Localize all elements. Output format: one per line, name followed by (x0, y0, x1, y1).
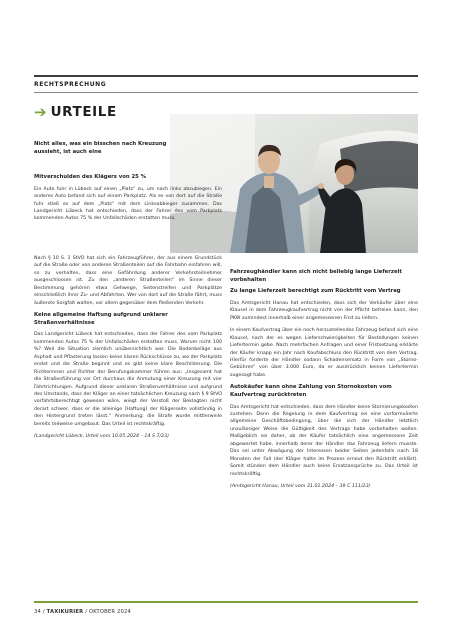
article-2-subheading-2: Autokäufer kann ohne Zahlung von Stornokosten vom Kaufvertrag zurücktreten (230, 384, 392, 398)
article-1-para-2: Nach § 10 S. 1 StVO hat sich ein Fahrzeugführer, der aus einem Grundstück auf die Straße oder von anderen Straßenteilen auf die Fahrbahn einfahren will, so zu verhalten, dass eine Gefährdung anderer Verkehrsteilnehmer ausgeschlossen ist. Zu den „anderen Straßenteilen“ im Sinne dieser Bestimmung gehören etwa Gehwege, Seitenstreifen und Parkplätze einschließlich ihrer Zu- und Abfahrten. Wer von dort auf die Straße fährt, muss äußerste Sorgfalt walten, vor allem gegenüber dem fließenden Verkehr. (34, 256, 222, 306)
article-2-source: (Amtsgericht Hanau, Urteil vom 31.01.2024 – 39 C 111/23) (230, 484, 371, 490)
footer-separator: / (42, 609, 47, 615)
article-2-para-3: Das Amtsgericht hat entschieden, dass dem Händler keine Stornierungskosten zustehen. Denn die Regelung in dem Kaufvertrag sei eine vorformulierte allgemeine Geschäftsbedingung, über die sich der Händler letztlich unzulässiger Weise die Gültigkeit des Vertrags habe vorbehalten wollen. Maßgeblich sei daher, ob der Käufer tatsächlich eine angemessene Zeit abgewartet habe, innerhalb derer der Händler das Fahrzeug liefern musste. Das sei unter Abwägung der Interessen beider Seiten jedenfalls nach 18 Monaten der Fall (der Kläger hatte im Prozess erneut den Rücktritt erklärt). Somit stünden dem Händler auch keine Ersatzansprüche zu. Das Urteil ist rechtskräftig. (230, 404, 418, 477)
article-2-para-2: In einem Kaufvertrag über ein noch herzustellendes Fahrzeug befand sich eine Klausel, nach der es wegen Lieferschwierigkeiten für Bestellungen keinen Liefertermin gebe. Nach mehrfachen Anfragen und einer Fristsetzung erklärte der Käufer knapp ein Jahr nach Kaufabschluss den Rücktritt von dem Vertrag. Hierfür forderte der Händler sodann Schadensersatz in Form von „Storno-Gebühren“ von über 3.000 Euro, da er ausdrücklich keinen Liefertermin zugesagt habe. (230, 328, 418, 378)
page-title (34, 104, 117, 120)
article-1-body (34, 255, 222, 446)
footer-separator: / (85, 609, 90, 615)
article-1-para-3: Das Landgericht Lübeck hat entschieden, dass der Fahrer des vom Parkplatz kommenden Autos 75 % der Unfallschäden erstatten muss. Warum nicht 100 %? Weil die Situation ziemlich unübersichtlich war. Die Bodenbeläge aus Asphalt und Pflasterung lassen keine klaren Rückschlüsse zu, wo der Parkplatz endet und die Straße beginnt und es gibt keine klare Beschilderung. Die Richterinnen und Richter der Berufungskammer führen aus: „Insgesamt hat die Straßenführung vor Ort durchaus die Anmutung einer Kreuzung mit vier Fahrtrichtungen. Aufgrund dieser unklaren Straßenverhältnisse und aufgrund des Umstands, dass der Kläger an einer tatsächlichen Kreuzung nach § 9 StVO vorfahrtsberechtigt gewesen wäre, wiegt der Verstoß der Beklagten nicht derart schwer, dass er die alleinige [Haftung] der Klägerseite vollständig in den Hintergrund treten lässt.“ Anmerkung: die Strafe wurde mittlerweile bereits teilweise umgebaut. Das Urteil ist rechtskräftig. (34, 332, 222, 427)
top-rule (34, 75, 418, 77)
article-1-para-1: Ein Auto fuhr in Lübeck auf einen „Platz“ zu, um nach links abzubiegen. Ein anderes Auto befand sich auf einem Parkplatz. Als es von dort auf die Straße fuhr stieß es auf dem „Platz“ mit dem Linksabbieger zusammen. Das Landgericht Lübeck hat entschieden, dass der Fahrer des vom Parkplatz kommenden Autos 75 % der Unfallschäden erstatten muss. (34, 186, 222, 222)
title-text: URTEILE (50, 104, 117, 120)
article-2-subheading: Zu lange Lieferzeit berechtigt zum Rücktritt vom Vertrag (230, 288, 401, 295)
article-2-para-1: Das Amtsgericht Hanau hat entschieden, dass sich der Verkäufer über eine Klausel in dem Fahrzeugkaufvertrag nicht von der Pflicht befreien kann, den PKW zumindest innerhalb einer angemessenen Frist zu liefern. (230, 300, 418, 321)
lead-text: Nicht alles, was ein bisschen nach Kreuzung aussieht, ist auch eine (34, 141, 167, 155)
issue-date: OKTOBER 2024 (89, 609, 132, 615)
arrow-right-icon: ➔ (34, 102, 47, 121)
section-label: RECHTSPRECHUNG (34, 81, 107, 88)
article-2 (230, 266, 418, 495)
magazine-name: TAXIKURIER (46, 609, 84, 615)
page-number: 34 (34, 609, 42, 615)
section-rule (34, 92, 418, 93)
page-footer (34, 609, 131, 615)
article-1-source: (Landgericht Lübeck, Urteil vom 10.05.2024 – 14 S 7/23) (34, 434, 170, 440)
article-2-heading: Fahrzeughändler kann sich nicht beliebig lange Lieferzeit vorbehalten (230, 269, 402, 283)
article-1-subheading: Mitverschulden des Klägers von 25 % (34, 174, 147, 180)
article-1-intro (34, 171, 222, 228)
article-1-subheading-2: Keine allgemeine Haftung aufgrund unklarer Straßenverhältnisse (34, 312, 168, 326)
footer-rule (34, 601, 418, 603)
